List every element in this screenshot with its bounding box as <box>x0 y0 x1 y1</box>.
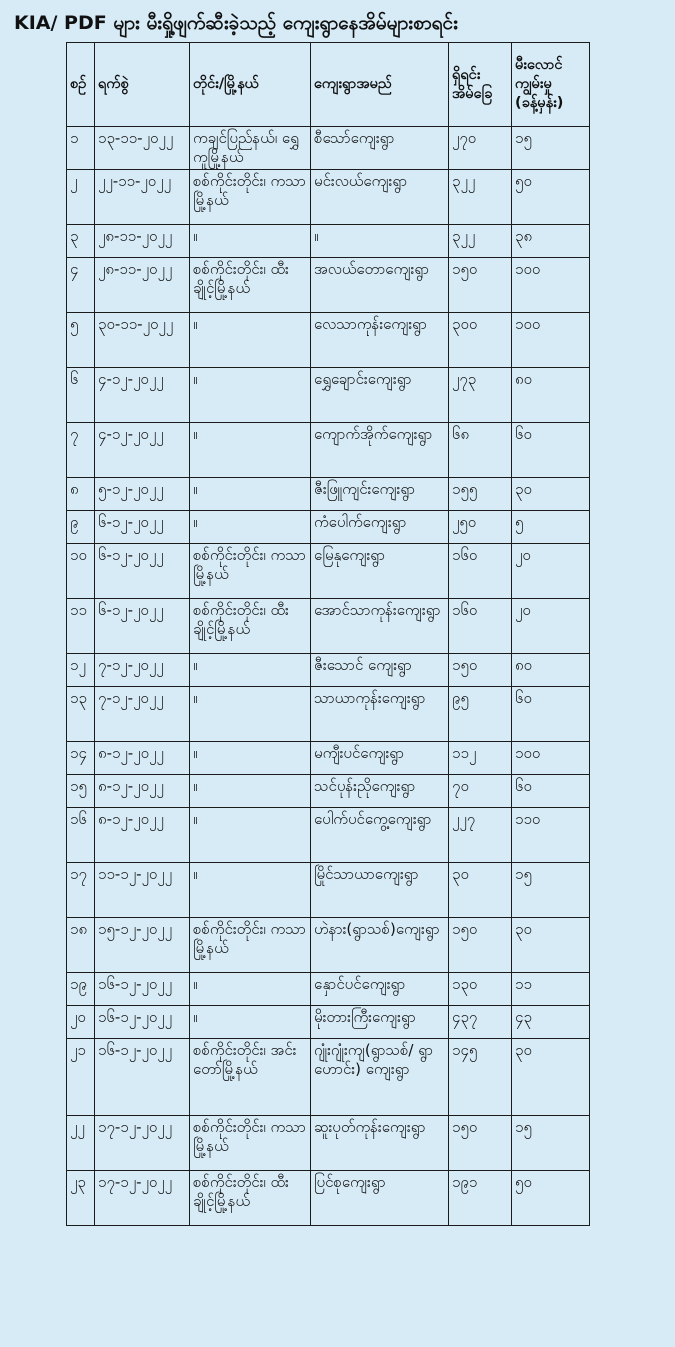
row-burned: ၁၁ <box>512 973 590 1006</box>
row-number: ၁၇ <box>67 863 95 918</box>
table-row <box>67 1116 590 1171</box>
row-burned: ၅ <box>512 511 590 544</box>
row-number: ၄ <box>67 258 95 313</box>
table-row <box>67 808 590 863</box>
row-location: စစ်ကိုင်းတိုင်း၊ ထီးချိုင့်မြို့နယ် <box>190 258 311 313</box>
row-number: ၁၉ <box>67 973 95 1006</box>
row-houses: ၂၅၀ <box>449 511 512 544</box>
table-row <box>67 654 590 687</box>
row-burned: ၃၀ <box>512 1039 590 1116</box>
row-burned: ၃၀ <box>512 478 590 511</box>
row-date: ၂၈-၁၁-၂၀၂၂ <box>95 225 190 258</box>
row-houses: ၁၄၅ <box>449 1039 512 1116</box>
row-number: ၂၀ <box>67 1006 95 1039</box>
header-date: ရက်စွဲ <box>95 43 190 127</box>
row-houses: ၉၅ <box>449 687 512 742</box>
row-number: ၂၂ <box>67 1116 95 1171</box>
row-burned: ၁၁၀ <box>512 808 590 863</box>
row-village: လေသာကုန်းကျေးရွာ <box>311 313 449 368</box>
header-burned: မီးလောင် ကျွမ်းမှု (ခန့်မှန်း) <box>512 43 590 127</box>
row-number: ၂၁ <box>67 1039 95 1116</box>
table-row <box>67 775 590 808</box>
row-burned: ၁၅ <box>512 1116 590 1171</box>
row-date: ၄-၁၂-၂၀၂၂ <box>95 423 190 478</box>
row-village: မြိုင်သာယာကျေးရွာ <box>311 863 449 918</box>
row-location: ။ <box>190 687 311 742</box>
row-location: ကချင်ပြည်နယ်၊ ရွှေကူမြို့နယ် <box>190 127 311 170</box>
row-number: ၁၁ <box>67 599 95 654</box>
row-village: ပေါက်ပင်ကွေ့ကျေးရွာ <box>311 808 449 863</box>
row-date: ၇-၁၂-၂၀၂၂ <box>95 687 190 742</box>
row-burned: ၁၀၀ <box>512 258 590 313</box>
row-location: ။ <box>190 654 311 687</box>
header-houses: ရှိရင်း အိမ်ခြေ <box>449 43 512 127</box>
row-number: ၉ <box>67 511 95 544</box>
table-row <box>67 544 590 599</box>
row-location: ။ <box>190 225 311 258</box>
row-village: ပြင်စုကျေးရွာ <box>311 1171 449 1226</box>
table-row <box>67 478 590 511</box>
row-village: ဆူးပုတ်ကုန်းကျေးရွာ <box>311 1116 449 1171</box>
row-date: ၁၇-၁၂-၂၀၂၂ <box>95 1116 190 1171</box>
row-houses: ၁၃၀ <box>449 973 512 1006</box>
row-date: ၄-၁၂-၂၀၂၂ <box>95 368 190 423</box>
page-title: KIA/ PDF များ မီးရှို့ဖျက်ဆီးခဲ့သည့် ကျေးရွာနေအိမ်များစာရင်း <box>14 12 458 34</box>
row-location: စစ်ကိုင်းတိုင်း၊ အင်းတော်မြို့နယ် <box>190 1039 311 1116</box>
row-burned: ၅၀ <box>512 1171 590 1226</box>
row-houses: ၃၀ <box>449 863 512 918</box>
row-houses: ၃၀၀ <box>449 313 512 368</box>
table-row <box>67 973 590 1006</box>
row-number: ၆ <box>67 368 95 423</box>
row-location: စစ်ကိုင်းတိုင်း၊ ထီးချိုင့်မြို့နယ် <box>190 1171 311 1226</box>
row-houses: ၇၀ <box>449 775 512 808</box>
row-date: ၁၆-၁၂-၂၀၂၂ <box>95 1006 190 1039</box>
row-village: ကံပေါက်ကျေးရွာ <box>311 511 449 544</box>
row-houses: ၁၁၂ <box>449 742 512 775</box>
row-houses: ၁၉၁ <box>449 1171 512 1226</box>
row-burned: ၂၀ <box>512 544 590 599</box>
row-date: ၃၀-၁၁-၂၀၂၂ <box>95 313 190 368</box>
row-burned: ၁၅ <box>512 863 590 918</box>
row-number: ၁၄ <box>67 742 95 775</box>
row-burned: ၆၀ <box>512 775 590 808</box>
row-houses: ၄၃၇ <box>449 1006 512 1039</box>
row-date: ၁၃-၁၁-၂၀၂၂ <box>95 127 190 170</box>
row-houses: ၁၆၀ <box>449 599 512 654</box>
row-location: ။ <box>190 775 311 808</box>
row-date: ၇-၁၂-၂၀၂၂ <box>95 654 190 687</box>
row-date: ၂၈-၁၁-၂၀၂၂ <box>95 258 190 313</box>
row-burned: ၂၀ <box>512 599 590 654</box>
table-row <box>67 687 590 742</box>
row-village: မကျီးပင်ကျေးရွာ <box>311 742 449 775</box>
row-village: သင်ပုန်းညိုကျေးရွာ <box>311 775 449 808</box>
row-village: သာယာကုန်းကျေးရွာ <box>311 687 449 742</box>
row-houses: ၁၅၀ <box>449 918 512 973</box>
row-village: ဇီးသောင် ကျေးရွာ <box>311 654 449 687</box>
row-houses: ၂၇၀ <box>449 127 512 170</box>
row-burned: ၃၈ <box>512 225 590 258</box>
row-burned: ၅၀ <box>512 170 590 225</box>
row-houses: ၁၅၀ <box>449 654 512 687</box>
row-houses: ၁၅၀ <box>449 258 512 313</box>
row-houses: ၃၂၂ <box>449 225 512 258</box>
row-village: မင်းလယ်ကျေးရွာ <box>311 170 449 225</box>
row-houses: ၁၅၅ <box>449 478 512 511</box>
row-location: ။ <box>190 742 311 775</box>
row-date: ၆-၁၂-၂၀၂၂ <box>95 544 190 599</box>
row-location: ။ <box>190 808 311 863</box>
row-village: ။ <box>311 225 449 258</box>
row-number: ၃ <box>67 225 95 258</box>
row-date: ၁၆-၁၂-၂၀၂၂ <box>95 1039 190 1116</box>
row-houses: ၁၆၀ <box>449 544 512 599</box>
row-houses: ၂၂၇ <box>449 808 512 863</box>
table-row <box>67 170 590 225</box>
row-number: ၁၂ <box>67 654 95 687</box>
row-burned: ၁၅ <box>512 127 590 170</box>
row-village: ကျောက်အိုက်ကျေးရွာ <box>311 423 449 478</box>
table-row <box>67 127 590 170</box>
row-date: ၆-၁၂-၂၀၂၂ <box>95 511 190 544</box>
row-location: ။ <box>190 973 311 1006</box>
table-row <box>67 742 590 775</box>
row-date: ၂၂-၁၁-၂၀၂၂ <box>95 170 190 225</box>
row-location: ။ <box>190 511 311 544</box>
row-number: ၇ <box>67 423 95 478</box>
row-date: ၆-၁၂-၂၀၂၂ <box>95 599 190 654</box>
table-row <box>67 423 590 478</box>
row-village: ရွှေချောင်းကျေးရွာ <box>311 368 449 423</box>
burned-villages-table <box>66 42 590 1226</box>
table-row <box>67 1006 590 1039</box>
row-location: ။ <box>190 423 311 478</box>
row-date: ၁၁-၁၂-၂၀၂၂ <box>95 863 190 918</box>
row-date: ၁၆-၁၂-၂၀၂၂ <box>95 973 190 1006</box>
table-row <box>67 225 590 258</box>
row-houses: ၃၂၂ <box>449 170 512 225</box>
row-date: ၅-၁၂-၂၀၂၂ <box>95 478 190 511</box>
row-burned: ၆၀ <box>512 423 590 478</box>
row-number: ၅ <box>67 313 95 368</box>
table-row <box>67 368 590 423</box>
row-burned: ၁၀၀ <box>512 742 590 775</box>
row-date: ၁၅-၁၂-၂၀၂၂ <box>95 918 190 973</box>
row-village: အလယ်တောကျေးရွာ <box>311 258 449 313</box>
row-location: စစ်ကိုင်းတိုင်း၊ ထီးချိုင့်မြို့နယ် <box>190 599 311 654</box>
table-row <box>67 511 590 544</box>
row-village: အောင်သာကုန်းကျေးရွာ <box>311 599 449 654</box>
table-row <box>67 599 590 654</box>
row-number: ၈ <box>67 478 95 511</box>
row-number: ၁၈ <box>67 918 95 973</box>
row-location: စစ်ကိုင်းတိုင်း၊ ကသာမြို့နယ် <box>190 170 311 225</box>
row-burned: ၈၀ <box>512 368 590 423</box>
row-number: ၂၃ <box>67 1171 95 1226</box>
row-houses: ၆၈ <box>449 423 512 478</box>
row-location: ။ <box>190 1006 311 1039</box>
table-row <box>67 258 590 313</box>
table-row <box>67 1039 590 1116</box>
table-header-row <box>67 43 590 127</box>
row-location: ။ <box>190 368 311 423</box>
table-body <box>67 127 590 1226</box>
table-row <box>67 313 590 368</box>
row-number: ၁ <box>67 127 95 170</box>
table-row <box>67 863 590 918</box>
row-date: ၈-၁၂-၂၀၂၂ <box>95 808 190 863</box>
row-houses: ၂၇၃ <box>449 368 512 423</box>
row-location: စစ်ကိုင်းတိုင်း၊ ကသာမြို့နယ် <box>190 544 311 599</box>
table-row <box>67 918 590 973</box>
table-row <box>67 1171 590 1226</box>
row-burned: ၈၀ <box>512 654 590 687</box>
row-number: ၁၃ <box>67 687 95 742</box>
row-village: ဇီးဖြူကျင်းကျေးရွာ <box>311 478 449 511</box>
row-village: နှောင်ပင်ကျေးရွာ <box>311 973 449 1006</box>
row-location: စစ်ကိုင်းတိုင်း၊ ကသာမြို့နယ် <box>190 1116 311 1171</box>
row-village: စီသော်ကျေးရွာ <box>311 127 449 170</box>
row-village: ဟဲနား(ရွာသစ်)ကျေးရွာ <box>311 918 449 973</box>
row-houses: ၁၅၀ <box>449 1116 512 1171</box>
row-location: ။ <box>190 863 311 918</box>
row-number: ၁၅ <box>67 775 95 808</box>
row-burned: ၃၀ <box>512 918 590 973</box>
row-location: စစ်ကိုင်းတိုင်း၊ ကသာမြို့နယ် <box>190 918 311 973</box>
row-burned: ၆၀ <box>512 687 590 742</box>
row-village: မိုးတားကြီးကျေးရွာ <box>311 1006 449 1039</box>
row-date: ၈-၁၂-၂၀၂၂ <box>95 742 190 775</box>
row-burned: ၁၀၀ <box>512 313 590 368</box>
row-village: ဂျုံးဂျုံးကျ(ရွာသစ်/ ရွာဟောင်း) ကျေးရွာ <box>311 1039 449 1116</box>
row-burned: ၄၃ <box>512 1006 590 1039</box>
row-location: ။ <box>190 313 311 368</box>
header-location: တိုင်း/မြို့နယ် <box>190 43 311 127</box>
row-location: ။ <box>190 478 311 511</box>
row-date: ၁၇-၁၂-၂၀၂၂ <box>95 1171 190 1226</box>
header-no: စဉ် <box>67 43 95 127</box>
row-village: မြေနုကျေးရွာ <box>311 544 449 599</box>
row-number: ၁၆ <box>67 808 95 863</box>
row-date: ၈-၁၂-၂၀၂၂ <box>95 775 190 808</box>
row-number: ၂ <box>67 170 95 225</box>
row-number: ၁၀ <box>67 544 95 599</box>
header-village: ကျေးရွာအမည် <box>311 43 449 127</box>
